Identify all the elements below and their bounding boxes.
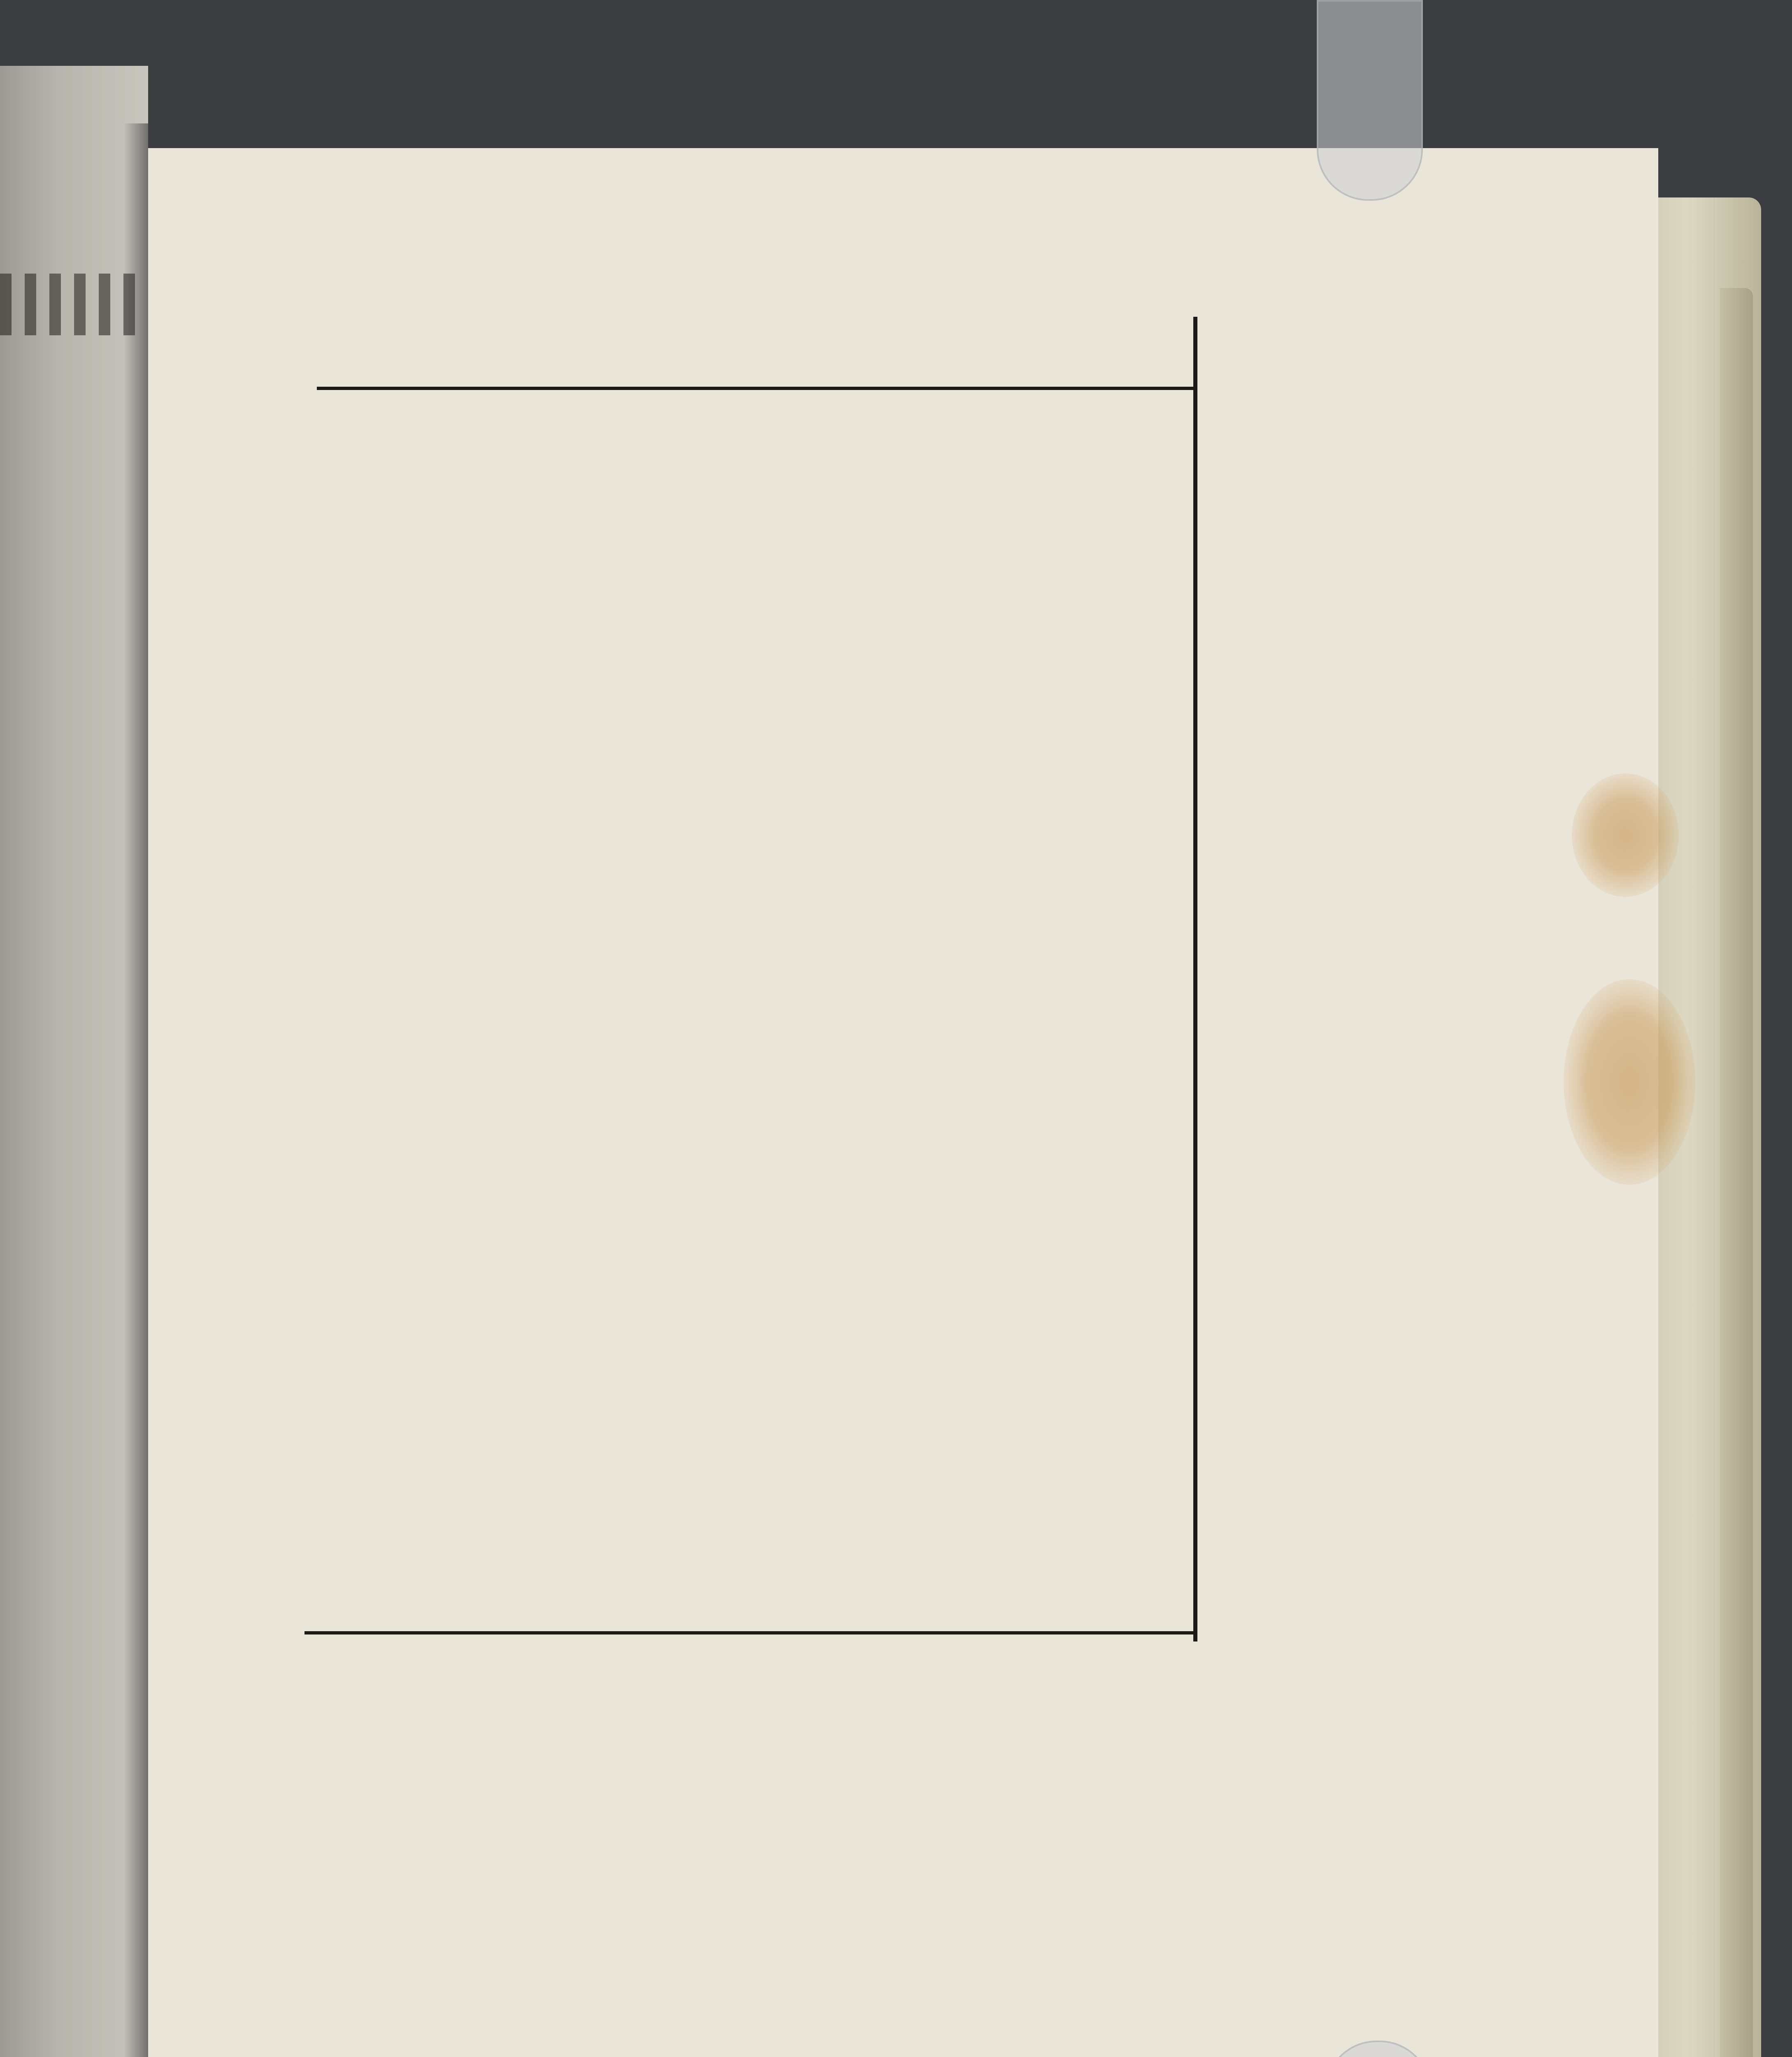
left-border-ornament: [259, 317, 298, 1633]
left-page-ornament: [0, 274, 140, 335]
bottom-border-ornament: [259, 1641, 1407, 1695]
top-border-ornament: [259, 272, 1407, 309]
header-rule: [317, 387, 1193, 390]
page-clip-top: [1317, 0, 1423, 201]
water-stain-lower: [1564, 979, 1695, 1185]
frame-rule-vertical: [1193, 317, 1197, 1641]
gutter-shadow: [123, 123, 148, 2057]
frame-rule-horizontal: [304, 1631, 1197, 1634]
water-stain-upper: [1572, 773, 1679, 897]
printed-area: [259, 272, 1407, 1641]
page-stack-edge: [1720, 288, 1753, 2057]
right-border-ornament: [1366, 317, 1407, 1633]
